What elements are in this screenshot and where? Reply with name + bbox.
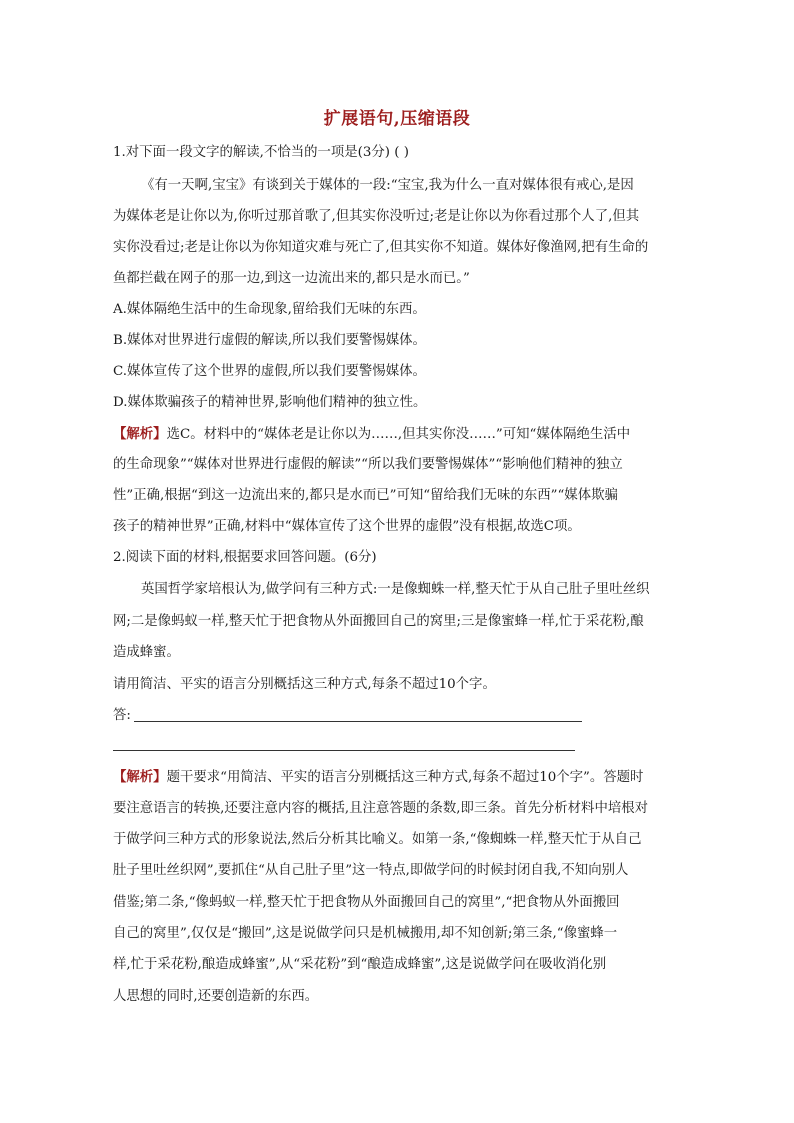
q1-passage-line: 鱼都拦截在网子的那一边,到这一边流出来的,都只是水而已。” — [113, 271, 470, 286]
q1-option-d: D.媒体欺骗孩子的精神世界,影响他们精神的独立性。 — [113, 395, 427, 410]
page-title: 扩展语句,压缩语段 — [323, 109, 471, 129]
answer-line-1[interactable] — [134, 721, 582, 722]
q1-analysis-line: 孩子的精神世界”正确,材料中“媒体宣传了这个世界的虚假”没有根据,故选C项。 — [113, 519, 581, 534]
q2-passage-line: 造成蜂蜜。 — [113, 645, 180, 660]
q2-analysis-text: 题干要求“用简洁、平实的语言分别概括这三种方式,每条不超过10个字”。答题时 — [166, 770, 644, 785]
q2-analysis-line: 要注意语言的转换,还要注意内容的概括,且注意答题的条数,即三条。首先分析材料中培根对 — [113, 801, 649, 816]
q1-analysis-line: 的生命现象”“媒体对世界进行虚假的解读”“所以我们要警惕媒体”“影响他们精神的独立 — [113, 457, 623, 472]
q2-request: 请用简洁、平实的语言分别概括这三种方式,每条不超过10个字。 — [113, 677, 496, 692]
q1-stem: 1.对下面一段文字的解读,不恰当的一项是(3分) ( ) — [113, 145, 409, 160]
q2-passage-line: 英国哲学家培根认为,做学问有三种方式:一是像蜘蛛一样,整天忙于从自己肚子里吐丝织 — [141, 582, 650, 597]
q1-analysis-text: 选C。材料中的“媒体老是让你以为……,但其实你没……”可知“媒体隔绝生活中 — [166, 427, 631, 442]
q2-analysis-line: 借鉴;第二条,“像蚂蚁一样,整天忙于把食物从外面搬回自己的窝里”,“把食物从外面搬回 — [113, 895, 620, 910]
q2-analysis-line: 自己的窝里”,仅仅是“搬回”,这是说做学问只是机械搬用,却不知创新;第三条,“像蜜蜂一 — [113, 926, 618, 941]
q1-analysis-tag: 【解析】 — [113, 426, 167, 442]
q2-analysis-line — [113, 767, 683, 788]
answer-line-2[interactable] — [113, 750, 575, 751]
q2-stem: 2.阅读下面的材料,根据要求回答问题。(6分) — [113, 550, 377, 565]
q1-analysis-line: 性”正确,根据“到这一边流出来的,都只是水而已”可知“留给我们无味的东西”“媒体欺骗 — [113, 488, 618, 503]
q1-passage-line: 《有一天啊,宝宝》有谈到关于媒体的一段:“宝宝,我为什么一直对媒体很有戒心,是因 — [141, 178, 634, 193]
q2-analysis-line: 于做学问三种方式的形象说法,然后分析其比喻义。如第一条,“像蜘蛛一样,整天忙于从自己 — [113, 832, 642, 847]
answer-label: 答: — [113, 708, 131, 723]
q1-option-b: B.媒体对世界进行虚假的解读,所以我们要警惕媒体。 — [113, 333, 426, 348]
q1-passage-line: 实你没看过;老是让你以为你知道灾难与死亡了,但其实你不知道。媒体好像渔网,把有生命的 — [113, 240, 649, 255]
q2-analysis-line: 肚子里吐丝织网”,要抓住“从自己肚子里”这一特点,即做学问的时候封闭自我,不知向别人 — [113, 863, 629, 878]
q1-option-a: A.媒体隔绝生活中的生命现象,留给我们无味的东西。 — [113, 302, 426, 317]
q2-passage-line: 网;二是像蚂蚁一样,整天忙于把食物从外面搬回自己的窝里;三是像蜜蜂一样,忙于采花粉,酿 — [113, 614, 644, 629]
q2-analysis-line: 样,忙于采花粉,酿造成蜂蜜”,从“采花粉”到“酿造成蜂蜜”,这是说做学问在吸收消化别 — [113, 957, 607, 972]
q1-passage-line: 为媒体老是让你以为,你听过那首歌了,但其实你没听过;老是让你以为你看过那个人了,但其 — [113, 209, 640, 224]
q2-analysis-tag: 【解析】 — [113, 769, 167, 785]
q1-option-c: C.媒体宣传了这个世界的虚假,所以我们要警惕媒体。 — [113, 364, 426, 379]
q2-analysis-line: 人思想的同时,还要创造新的东西。 — [113, 989, 319, 1004]
q1-analysis-line — [113, 424, 683, 445]
